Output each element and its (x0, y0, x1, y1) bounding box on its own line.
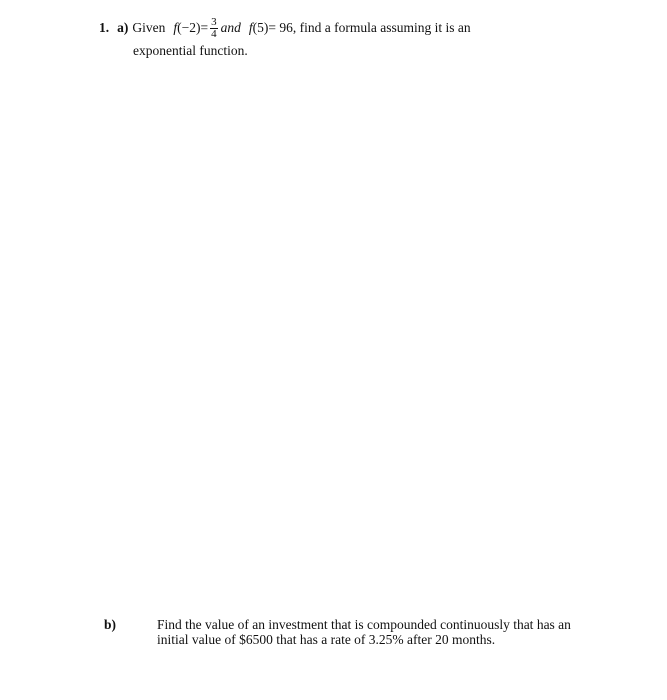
part-a-text-after: , find a formula assuming it is an (292, 20, 471, 35)
fraction-three-quarters (210, 17, 218, 40)
question-number: 1. (99, 20, 110, 35)
fraction-numerator: 3 (211, 15, 217, 28)
part-b-label: b) (104, 617, 117, 632)
and-word: and (220, 20, 241, 35)
f-argument-2: (5) (252, 20, 269, 35)
f-symbol-1: f (173, 20, 178, 35)
f2-value: = 96 (268, 20, 293, 35)
part-a-text-line2: exponential function. (133, 43, 248, 58)
given-word: Given (132, 20, 166, 35)
f-argument-1: (−2) (177, 20, 201, 35)
question-1a-line (99, 10, 471, 46)
fraction-denominator: 4 (211, 27, 217, 40)
part-a-label: a) (117, 20, 129, 35)
part-b-text: Find the value of an investment that is compounded continuously that has an initial value of $6500 that has a rate of 3.25% after 20 months. (157, 617, 571, 647)
equals-sign: = (200, 20, 209, 35)
f-symbol-2: f (248, 20, 253, 35)
